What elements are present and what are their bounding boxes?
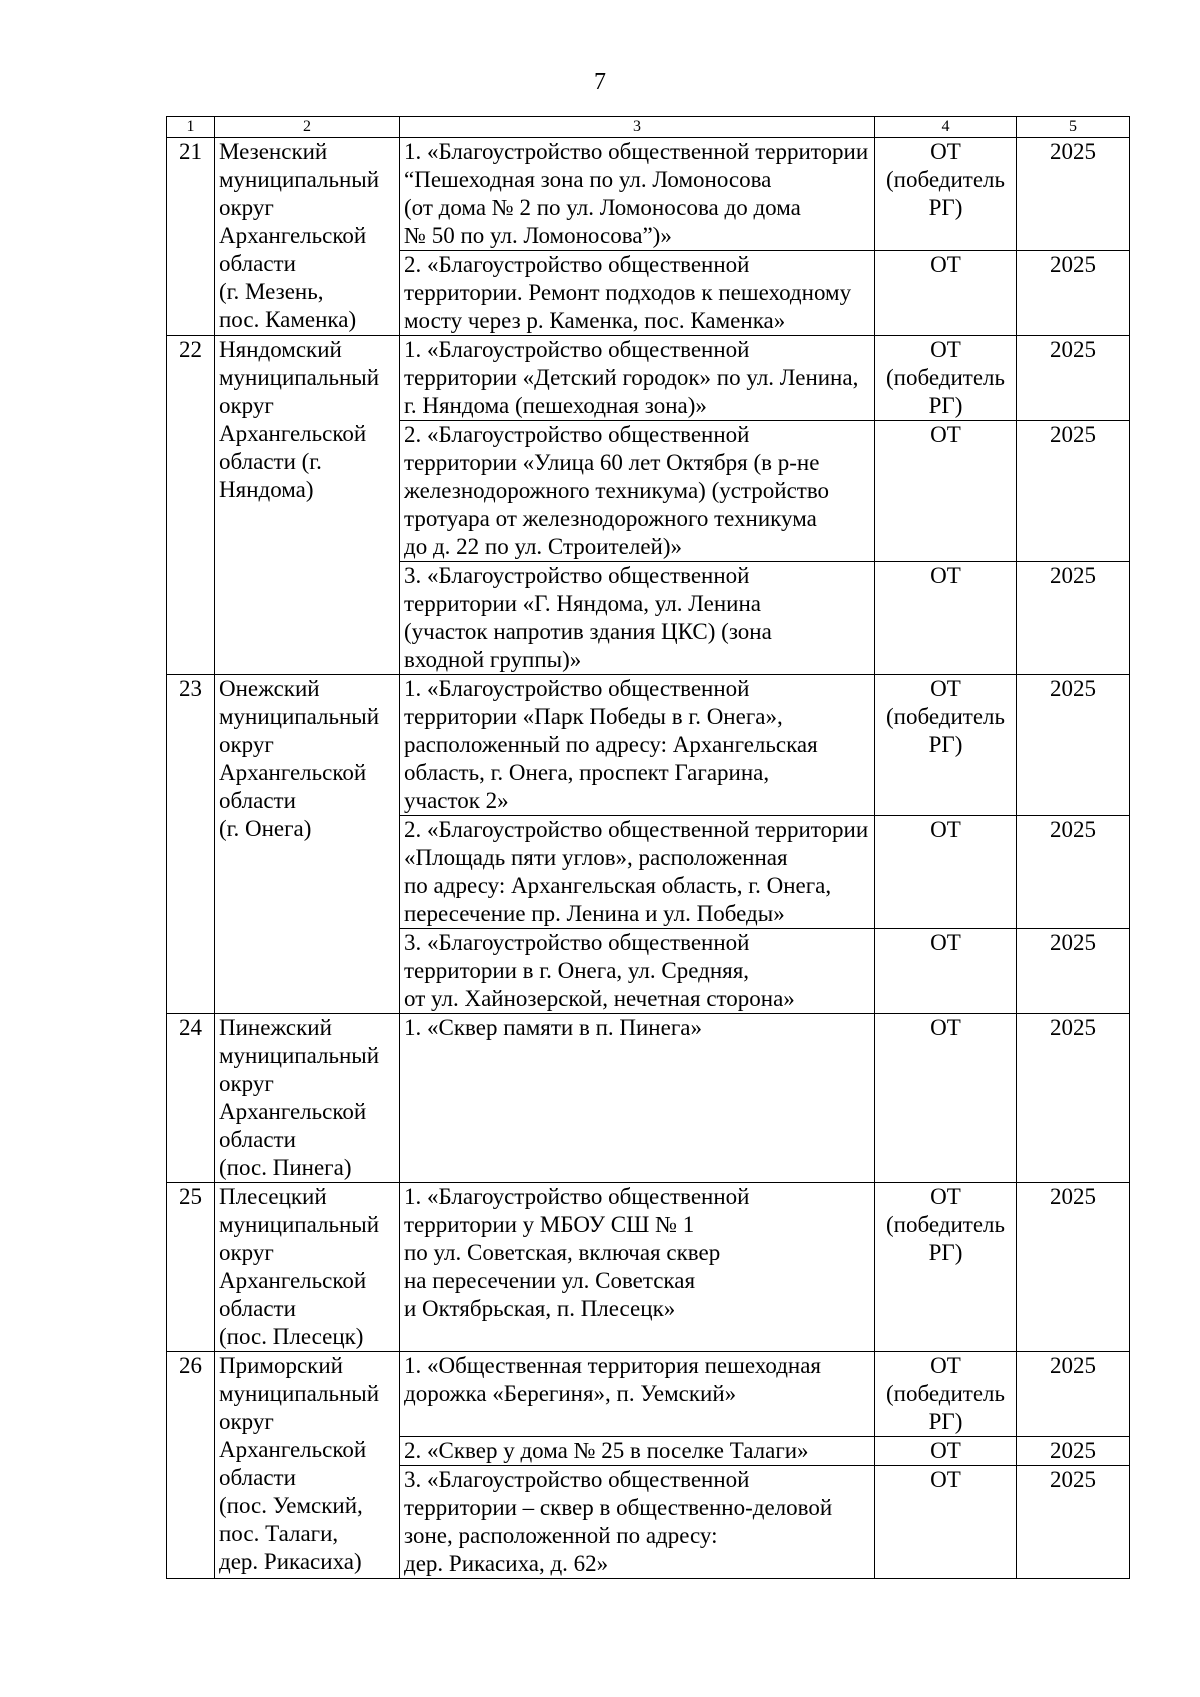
project-year: 2025 — [1017, 562, 1130, 675]
project-type: ОТ — [875, 929, 1017, 1014]
municipality-cell: Онежский муниципальный округ Архангельской области (г. Онега) — [215, 675, 400, 1014]
project-year: 2025 — [1017, 1183, 1130, 1352]
project-type: ОТ — [875, 816, 1017, 929]
project-type: ОТ (победитель РГ) — [875, 138, 1017, 251]
table-row — [167, 1183, 1130, 1352]
table-row — [167, 138, 1130, 251]
project-year: 2025 — [1017, 1466, 1130, 1579]
municipality-cell: Приморский муниципальный округ Архангельской области (пос. Уемский, пос. Талаги, дер. Рикасиха) — [215, 1352, 400, 1579]
project-description: 2. «Благоустройство общественной территории. Ремонт подходов к пешеходному мосту через р. Каменка, пос. Каменка» — [400, 251, 875, 336]
header-cell-4: 4 — [875, 117, 1017, 138]
project-year: 2025 — [1017, 251, 1130, 336]
page-number: 7 — [594, 69, 606, 95]
project-year: 2025 — [1017, 138, 1130, 251]
project-description: 1. «Благоустройство общественной территории “Пешеходная зона по ул. Ломоносова (от дома № 2 по ул. Ломоносова до дома № 50 по ул. Ломоносова”)» — [400, 138, 875, 251]
project-type: ОТ (победитель РГ) — [875, 1352, 1017, 1437]
project-description: 1. «Благоустройство общественной территории «Парк Победы в г. Онега», расположенный по адресу: Архангельская область, г. Онега, проспект Гагарина, участок 2» — [400, 675, 875, 816]
project-description: 3. «Благоустройство общественной территории в г. Онега, ул. Средняя, от ул. Хайнозерской, нечетная сторона» — [400, 929, 875, 1014]
project-type: ОТ — [875, 421, 1017, 562]
row-number: 22 — [167, 336, 215, 675]
project-description: 3. «Благоустройство общественной территории – сквер в общественно-деловой зоне, расположенной по адресу: дер. Рикасиха, д. 62» — [400, 1466, 875, 1579]
project-description: 2. «Сквер у дома № 25 в поселке Талаги» — [400, 1437, 875, 1466]
header-cell-3: 3 — [400, 117, 875, 138]
row-number: 26 — [167, 1352, 215, 1579]
municipality-cell: Мезенский муниципальный округ Архангельской области (г. Мезень, пос. Каменка) — [215, 138, 400, 336]
project-type: ОТ — [875, 251, 1017, 336]
header-row — [167, 117, 1130, 138]
project-type: ОТ — [875, 562, 1017, 675]
project-year: 2025 — [1017, 816, 1130, 929]
project-type: ОТ (победитель РГ) — [875, 1183, 1017, 1352]
project-description: 2. «Благоустройство общественной территории «Улица 60 лет Октября (в р-не железнодорожного техникума) (устройство тротуара от железнодорожного техникума до д. 22 по ул. Строителей)» — [400, 421, 875, 562]
table-row — [167, 1014, 1130, 1183]
row-number: 21 — [167, 138, 215, 336]
municipality-cell: Няндомский муниципальный округ Архангельской области (г. Няндома) — [215, 336, 400, 675]
municipality-cell: Плесецкий муниципальный округ Архангельской области (пос. Плесецк) — [215, 1183, 400, 1352]
project-type: ОТ — [875, 1437, 1017, 1466]
project-year: 2025 — [1017, 929, 1130, 1014]
header-cell-1: 1 — [167, 117, 215, 138]
row-number: 23 — [167, 675, 215, 1014]
project-year: 2025 — [1017, 1352, 1130, 1437]
project-type: ОТ — [875, 1014, 1017, 1183]
project-type: ОТ — [875, 1466, 1017, 1579]
project-year: 2025 — [1017, 675, 1130, 816]
header-cell-5: 5 — [1017, 117, 1130, 138]
header-cell-2: 2 — [215, 117, 400, 138]
table-row — [167, 336, 1130, 421]
table-row — [167, 675, 1130, 816]
project-description: 2. «Благоустройство общественной территории «Площадь пяти углов», расположенная по адресу: Архангельская область, г. Онега, пересечение пр. Ленина и ул. Победы» — [400, 816, 875, 929]
project-type: ОТ (победитель РГ) — [875, 336, 1017, 421]
project-year: 2025 — [1017, 1437, 1130, 1466]
project-year: 2025 — [1017, 421, 1130, 562]
project-year: 2025 — [1017, 336, 1130, 421]
table-row — [167, 1352, 1130, 1437]
project-type: ОТ (победитель РГ) — [875, 675, 1017, 816]
municipality-cell: Пинежский муниципальный округ Архангельской области (пос. Пинега) — [215, 1014, 400, 1183]
project-description: 3. «Благоустройство общественной территории «Г. Няндома, ул. Ленина (участок напротив здания ЦКС) (зона входной группы)» — [400, 562, 875, 675]
row-number: 24 — [167, 1014, 215, 1183]
project-year: 2025 — [1017, 1014, 1130, 1183]
project-description: 1. «Сквер памяти в п. Пинега» — [400, 1014, 875, 1183]
projects-table — [166, 116, 1130, 1579]
project-description: 1. «Благоустройство общественной территории у МБОУ СШ № 1 по ул. Советская, включая сквер на пересечении ул. Советская и Октябрьская, п. Плесецк» — [400, 1183, 875, 1352]
project-description: 1. «Общественная территория пешеходная дорожка «Берегиня», п. Уемский» — [400, 1352, 875, 1437]
project-description: 1. «Благоустройство общественной территории «Детский городок» по ул. Ленина, г. Няндома (пешеходная зона)» — [400, 336, 875, 421]
row-number: 25 — [167, 1183, 215, 1352]
